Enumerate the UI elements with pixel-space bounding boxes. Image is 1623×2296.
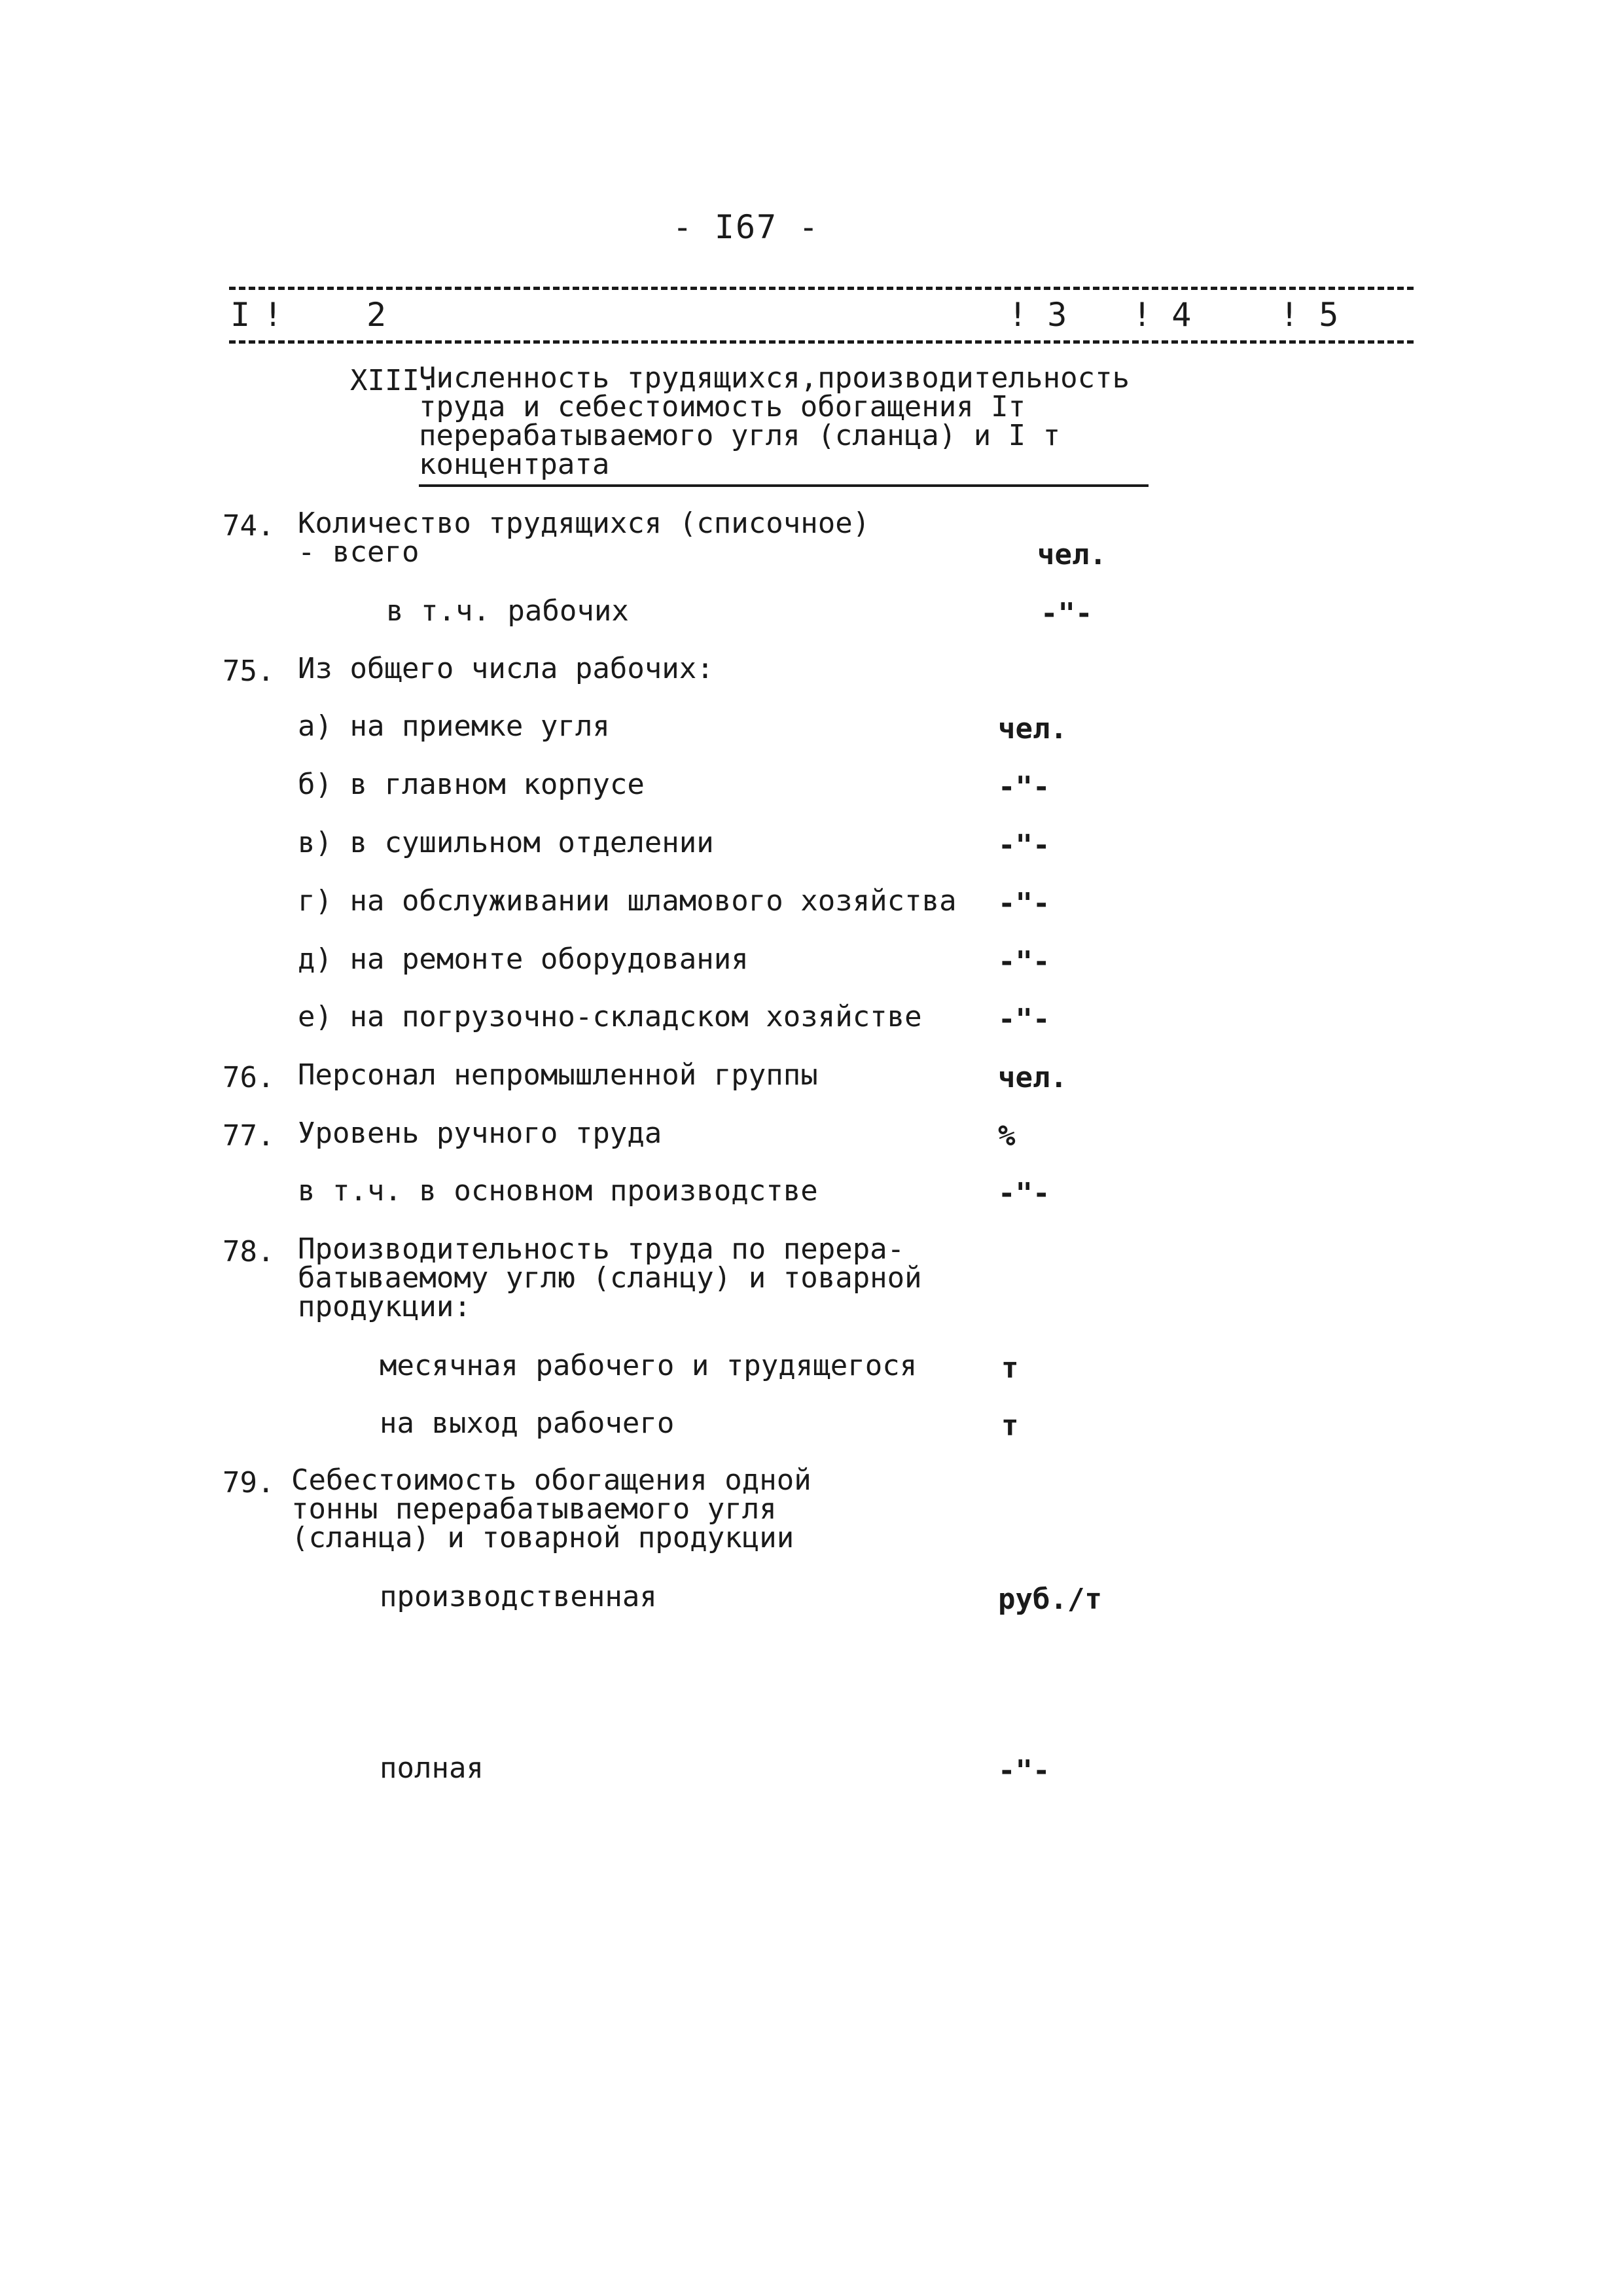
- section-number: XIII.: [350, 364, 437, 397]
- item-text: г) на обслуживании шламового хозяйства: [298, 884, 957, 918]
- item-unit: %: [998, 1119, 1016, 1153]
- item-unit: -"-: [998, 770, 1050, 804]
- item-text: Количество трудящихся (списочное) - всего: [298, 507, 870, 569]
- item-text: Себестоимость обогащения одной тонны перерабатываемого угля (сланца) и товарной продукции: [291, 1463, 812, 1554]
- item-unit: чел.: [998, 712, 1067, 745]
- item-unit: чел.: [1037, 538, 1107, 571]
- column-header-sep: !: [263, 296, 283, 334]
- item-unit: -"-: [998, 945, 1050, 978]
- item-number: 78.: [223, 1235, 275, 1268]
- item-number: 77.: [223, 1119, 275, 1153]
- item-unit: -"-: [1041, 597, 1093, 630]
- item-text: на выход рабочего: [380, 1407, 675, 1440]
- item-number: 74.: [223, 509, 275, 543]
- item-unit: чел.: [998, 1061, 1067, 1094]
- item-unit: -"-: [998, 1177, 1050, 1210]
- item-text: б) в главном корпусе: [298, 768, 645, 801]
- column-header-2: 2: [366, 296, 387, 334]
- item-text: в) в сушильном отделении: [298, 826, 714, 859]
- item-text: Персонал непромышленной группы: [298, 1058, 818, 1092]
- section-title: Численность трудящихся,производительность труда и себестоимость обогащения Iт перерабатываемого угля (сланца) и I т концентрата: [419, 361, 1130, 481]
- item-text: производственная: [380, 1580, 657, 1613]
- item-text: Уровень ручного труда: [298, 1117, 662, 1150]
- column-header-3: ! 3: [1008, 296, 1067, 334]
- item-text: а) на приемке угля: [298, 709, 610, 743]
- item-text: д) на ремонте оборудования: [298, 942, 749, 976]
- item-unit: -"-: [998, 1754, 1050, 1787]
- item-unit: т: [1001, 1409, 1019, 1443]
- item-unit: руб./т: [998, 1583, 1102, 1616]
- item-unit: -"-: [998, 829, 1050, 862]
- column-header-5: ! 5: [1279, 296, 1339, 334]
- item-text: полная: [380, 1751, 484, 1785]
- column-header-1: I: [230, 296, 251, 334]
- page-number: - I67 -: [672, 208, 820, 246]
- item-unit: -"-: [998, 887, 1050, 920]
- item-text: Производительность труда по перера- батываемому углю (сланцу) и товарной продукции:: [298, 1232, 922, 1323]
- item-text: Из общего числа рабочих:: [298, 652, 714, 685]
- item-unit: т: [1001, 1352, 1019, 1385]
- item-text: в т.ч. в основном производстве: [298, 1174, 818, 1208]
- item-text: в т.ч. рабочих: [386, 594, 629, 628]
- item-unit: -"-: [998, 1003, 1050, 1036]
- item-number: 75.: [223, 655, 275, 688]
- item-text: е) на погрузочно-складском хозяйстве: [298, 1000, 922, 1033]
- item-number: 76.: [223, 1061, 275, 1094]
- item-number: 79.: [223, 1466, 275, 1499]
- column-header-4: ! 4: [1132, 296, 1192, 334]
- item-text: месячная рабочего и трудящегося: [380, 1349, 918, 1382]
